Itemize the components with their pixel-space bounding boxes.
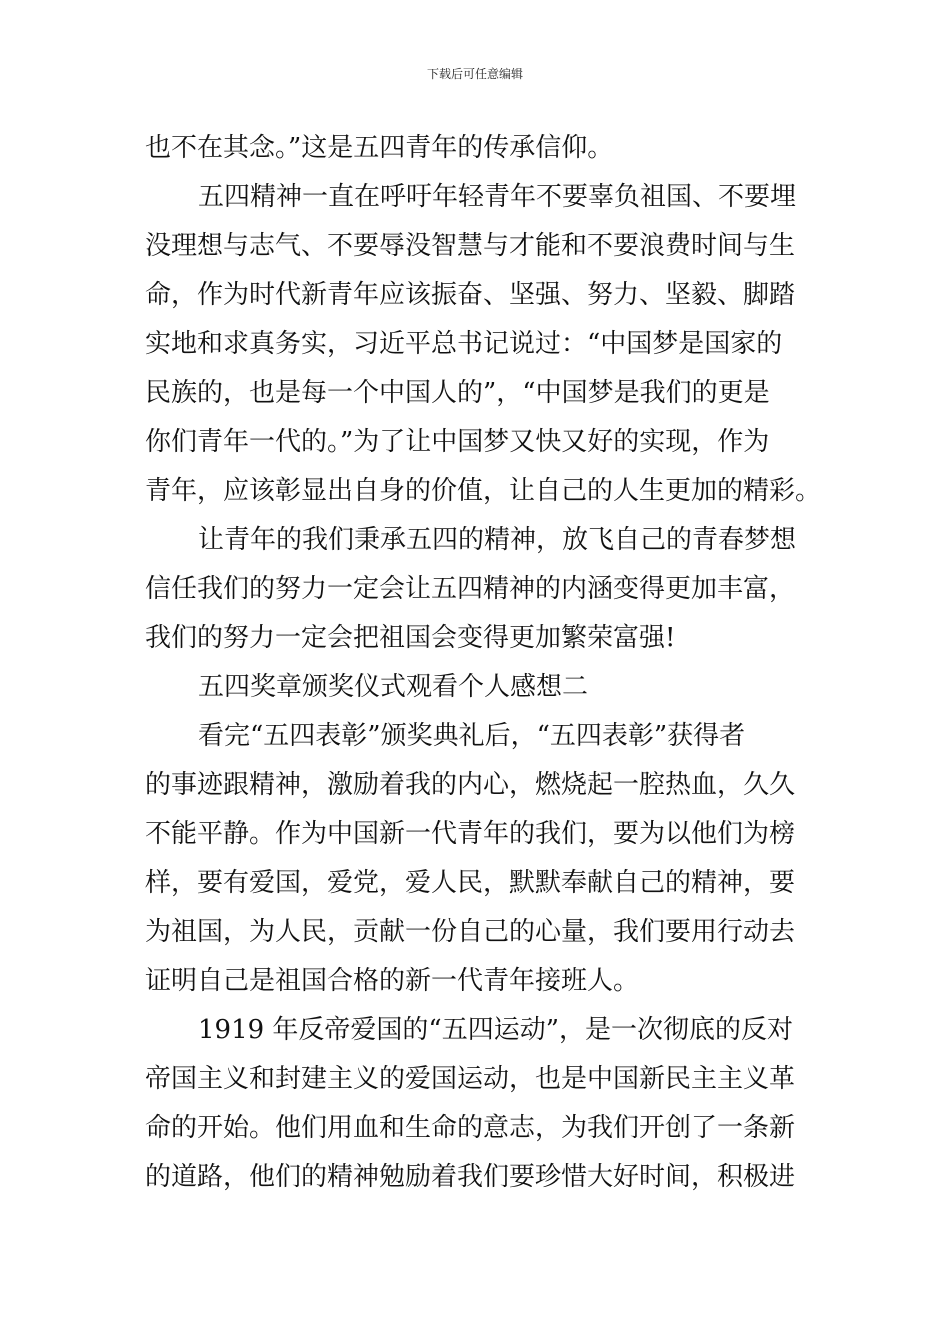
- section-heading: 五四奖章颁奖仪式观看个人感想二: [198, 672, 589, 702]
- text-line: 让青年的我们秉承五四的精神，放飞自己的青春梦想: [198, 525, 797, 555]
- text-line: 证明自己是祖国合格的新一代青年接班人。: [145, 966, 640, 996]
- text-line: 信任我们的努力一定会让五四精神的内涵变得更加丰富，: [145, 574, 796, 604]
- document-body: [145, 124, 822, 1202]
- text-line: 命，作为时代新青年应该振奋、坚强、努力、坚毅、脚踏: [145, 280, 796, 310]
- text-line: 样，要有爱国，爱党，爱人民，默默奉献自己的精神，要: [145, 868, 796, 898]
- text-line: 你们青年一代的。”为了让中国梦又快又好的实现，作为: [145, 427, 770, 457]
- text-line: 不能平静。作为中国新一代青年的我们，要为以他们为榜: [145, 819, 796, 849]
- text-line: 的事迹跟精神，激励着我的内心，燃烧起一腔热血，久久: [145, 770, 796, 800]
- text-line: 为祖国，为人民，贡献一份自己的心量，我们要用行动去: [145, 917, 796, 947]
- text-line: 五四精神一直在呼吁年轻青年不要辜负祖国、不要埋: [198, 182, 797, 212]
- text-line: 民族的，也是每一个中国人的”，“中国梦是我们的更是: [145, 378, 770, 408]
- text-line: 的道路，他们的精神勉励着我们要珍惜大好时间，积极进: [145, 1162, 796, 1192]
- text-line: 也不在其念。”这是五四青年的传承信仰。: [145, 133, 614, 163]
- text-line: 实地和求真务实，习近平总书记说过：“中国梦是国家的: [145, 329, 783, 359]
- text-line: 青年，应该彰显出自身的价值，让自己的人生更加的精彩。: [145, 476, 822, 506]
- text-line: 我们的努力一定会把祖国会变得更加繁荣富强!: [145, 623, 676, 653]
- text-line: 命的开始。他们用血和生命的意志，为我们开创了一条新: [145, 1113, 796, 1143]
- text-line: 1919 年反帝爱国的“五四运动”，是一次彻底的反对: [198, 1015, 794, 1045]
- text-line: 没理想与志气、不要辱没智慧与才能和不要浪费时间与生: [145, 231, 796, 261]
- text-line: 看完“五四表彰”颁奖典礼后，“五四表彰”获得者: [198, 721, 746, 751]
- page-header: 下载后可任意编辑: [426, 67, 523, 81]
- text-line: 帝国主义和封建主义的爱国运动，也是中国新民主主义革: [145, 1064, 796, 1094]
